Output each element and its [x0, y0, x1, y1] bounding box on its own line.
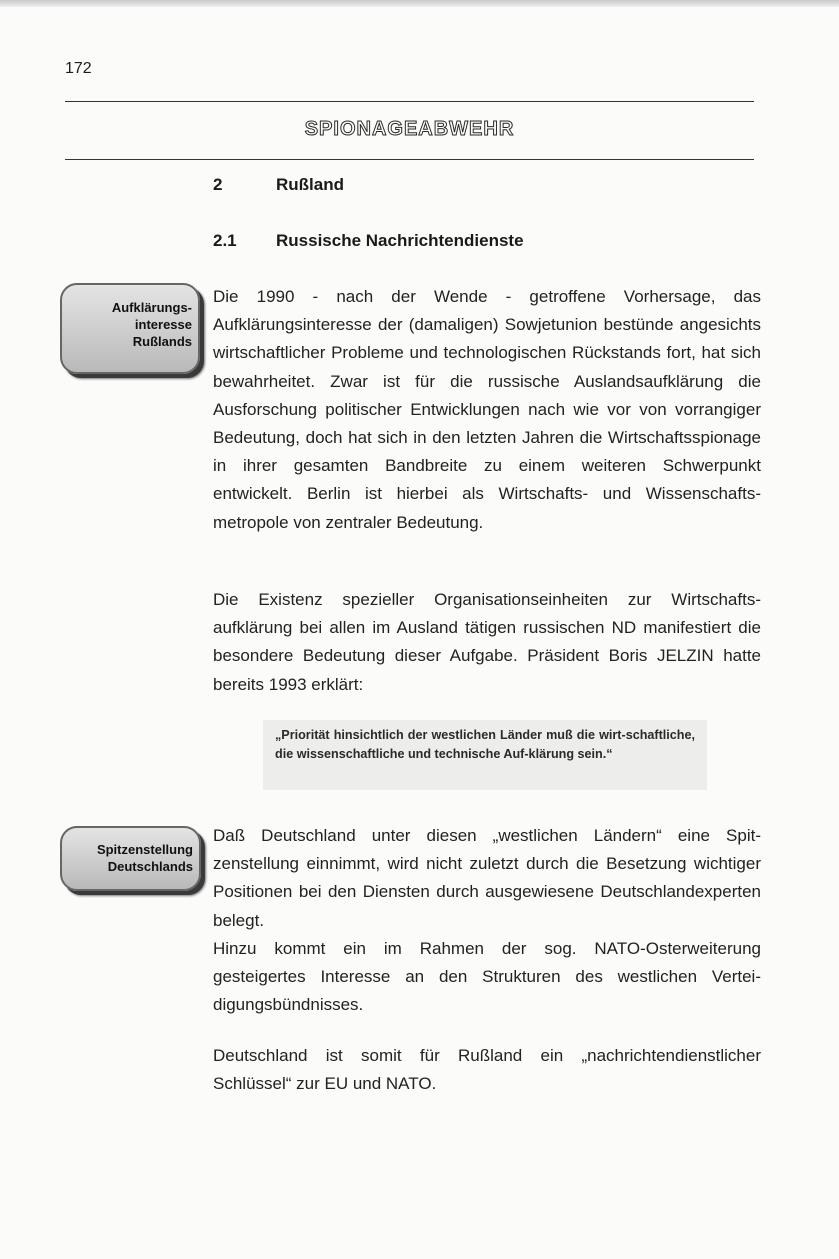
body-paragraph: Die Existenz spezieller Organisationseinheiten zur Wirtschafts-aufklärung bei allen im Ausland tätigen russischen ND manifestiert die besondere Bedeutung dieser Aufgabe. Präsident Boris JELZIN hatte bereits 1993 erklärt:	[213, 590, 761, 694]
section-heading-2-1	[213, 231, 524, 251]
section-heading-2	[213, 175, 344, 195]
margin-note-line: Aufklärungs-	[111, 300, 192, 315]
page-top-shadow	[0, 0, 839, 7]
margin-note-spitzenstellung	[60, 826, 201, 891]
page-number: 172	[65, 60, 92, 77]
section-number: 2.1	[213, 231, 237, 250]
body-paragraph: Daß Deutschland unter diesen „westlichen Ländern“ eine Spit-zenstellung einnimmt, wird nicht zuletzt durch die Besetzung wichtiger Positionen bei den Diensten durch ausgewiesene Deutschlandexperten belegt.	[213, 826, 761, 930]
body-paragraph: Die 1990 - nach der Wende - getroffene Vorhersage, das Aufklärungsinteresse der (damaligen) Sowjetunion bestünde angesichts wirtschaftlicher Probleme und technologischen Rückstands fort, hat sich bewahrheitet. Zwar ist für die russische Auslandsaufklärung die Ausforschung politischer Entwicklungen nach wie vor von vorrangiger Bedeutung, doch hat sich in den letzten Jahren die Wirtschaftsspionage in ihrer gesamten Bandbreite zu einem weiteren Schwerpunkt entwickelt. Berlin ist hierbei als Wirtschafts- und Wissenschafts-metropole von zentraler Bedeutung.	[213, 287, 761, 532]
margin-note-aufklaerungsinteresse	[60, 283, 200, 374]
jelzin-quote: „Priorität hinsichtlich der westlichen Länder muß die wirt-schaftliche, die wissenschaftliche und technische Auf-klärung sein.“	[275, 728, 695, 761]
margin-note-line: Spitzenstellung	[96, 842, 193, 857]
margin-note-line: interesse	[134, 317, 192, 332]
body-paragraph: Deutschland ist somit für Rußland ein „nachrichtendienstlicher Schlüssel“ zur EU und NATO.	[213, 1046, 761, 1094]
section-title: Russische Nachrichtendienste	[276, 231, 524, 250]
margin-note-line: Rußlands	[132, 334, 192, 349]
body-paragraph: Hinzu kommt ein im Rahmen der sog. NATO-Osterweiterung gesteigertes Interesse an den Strukturen des westlichen Vertei-digungsbündnisses.	[213, 938, 761, 1015]
body-paragraph-group	[213, 822, 761, 1019]
section-number: 2	[213, 175, 223, 194]
section-title: Rußland	[276, 175, 344, 194]
running-head: SPIONAGEABWEHR	[304, 118, 515, 140]
margin-note-line: Deutschlands	[107, 859, 193, 874]
header-rule-bottom	[65, 159, 754, 160]
header-rule-top	[65, 101, 754, 102]
